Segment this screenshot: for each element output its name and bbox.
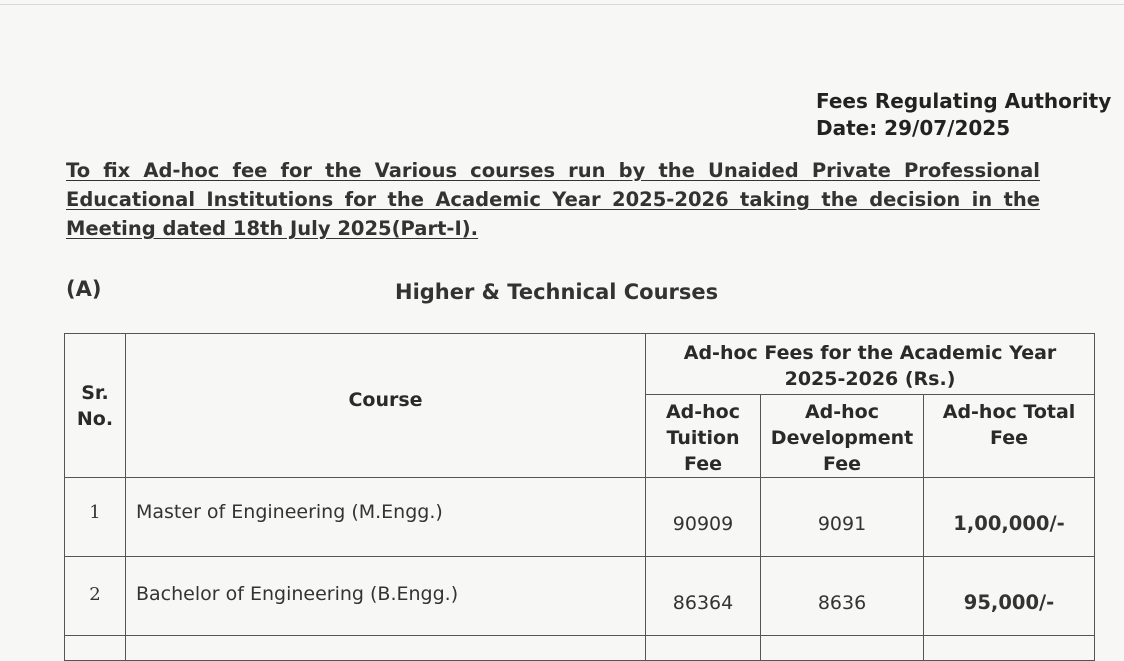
row-sr-no: 2 <box>65 557 126 636</box>
subject-heading <box>66 156 1046 243</box>
row-cell <box>65 636 126 661</box>
section-title: Higher & Technical Courses <box>395 280 719 304</box>
header-course: Course <box>126 334 646 478</box>
row-total-fee: 95,000/- <box>924 557 1095 636</box>
header-development-fee-label: Ad-hoc Development Fee <box>770 401 914 475</box>
row-sr-no: 1 <box>65 478 126 557</box>
issuer-name: Fees Regulating Authority <box>816 89 1112 113</box>
row-cell <box>126 636 646 661</box>
row-tuition-fee: 86364 <box>646 557 761 636</box>
header-fee-group <box>646 334 1095 395</box>
row-development-fee: 8636 <box>761 557 924 636</box>
row-cell <box>924 636 1095 661</box>
subject-line-2: Educational Institutions for the Academic Year 2025-2026 taking the decision in the <box>66 188 1040 211</box>
issuer-block <box>816 88 1111 142</box>
header-tuition-fee <box>646 395 761 478</box>
fees-table <box>64 333 1095 661</box>
header-sr-no-label: Sr. No. <box>76 381 114 430</box>
row-course: Master of Engineering (M.Engg.) <box>126 478 646 557</box>
row-development-fee: 9091 <box>761 478 924 557</box>
row-course: Bachelor of Engineering (B.Engg.) <box>126 557 646 636</box>
section-label: (A) <box>66 277 102 301</box>
table-row <box>65 557 1095 636</box>
header-total-fee <box>924 395 1095 478</box>
header-fee-group-label: Ad-hoc Fees for the Academic Year 2025-2026 (Rs.) <box>683 342 1057 390</box>
subject-line-1: To fix Ad-hoc fee for the Various courses run by the Unaided Private Professional <box>66 159 1040 182</box>
page-top-edge <box>0 4 1124 5</box>
table-row-partial <box>65 636 1095 661</box>
header-total-fee-label: Ad-hoc Total Fee <box>942 401 1076 449</box>
header-tuition-fee-label: Ad-hoc Tuition Fee <box>665 401 741 475</box>
header-sr-no <box>65 334 126 478</box>
row-cell <box>761 636 924 661</box>
row-tuition-fee: 90909 <box>646 478 761 557</box>
row-total-fee: 1,00,000/- <box>924 478 1095 557</box>
row-cell <box>646 636 761 661</box>
header-development-fee <box>761 395 924 478</box>
issue-date: Date: 29/07/2025 <box>816 116 1011 140</box>
subject-line-3: Meeting dated 18th July 2025(Part-I). <box>66 217 479 240</box>
table-row <box>65 478 1095 557</box>
